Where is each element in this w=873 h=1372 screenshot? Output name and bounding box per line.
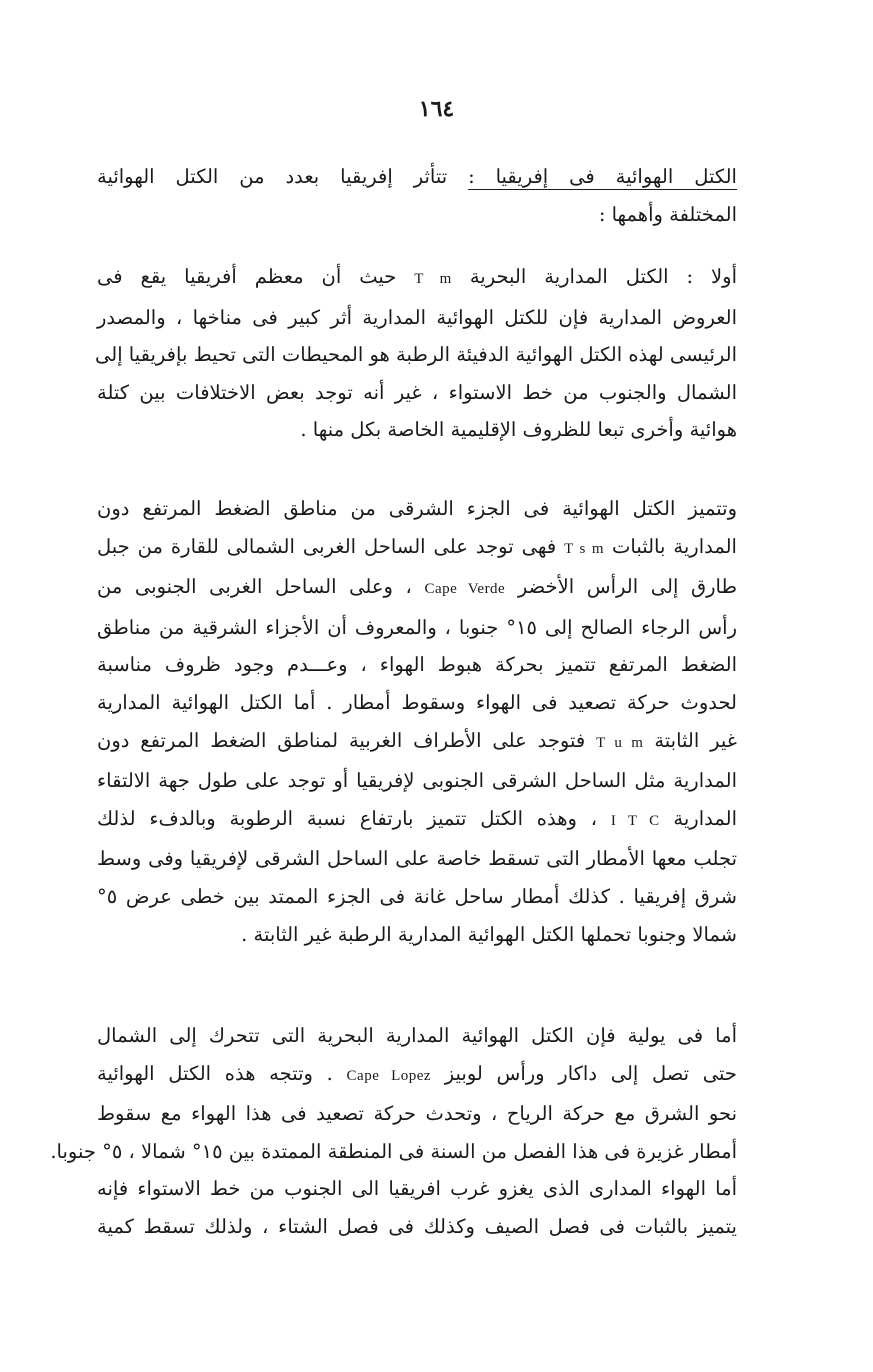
text-segment: المدارية بالثبات	[612, 534, 737, 558]
heading-title: الكتل الهوائية فى إفريقيا :	[468, 165, 737, 188]
text-line	[97, 722, 737, 763]
text-line: الضغط المرتفع تتميز بحركة هبوط الهواء ، وعـــدم وجود ظروف مناسبة	[97, 653, 737, 677]
text-segment: غير الثابتة	[654, 728, 737, 752]
air-mass-code: T u m	[596, 734, 644, 751]
text-segment: حيث أن معظم أفريقيا يقع فى	[97, 265, 415, 288]
text-line	[97, 568, 737, 609]
text-line	[97, 258, 737, 299]
air-mass-code: I T C	[610, 812, 660, 829]
text-line: تجلب معها الأمطار التى تسقط خاصة على الساحل الشرقى لإفريقيا وفى وسط	[97, 847, 737, 871]
text-line: الرئيسى لهذه الكتل الهوائية الدفيئة الرطبة هو المحيطات التى تحيط بإفريقيا إلى	[95, 343, 737, 367]
text-segment: حتى تصل إلى داكار ورأس لوبيز	[444, 1061, 737, 1085]
text-line: رأس الرجاء الصالح إلى ١٥° جنوبا ، والمعروف أن الأجزاء الشرقية من مناطق	[97, 615, 737, 639]
text-segment: المدارية	[673, 806, 737, 830]
text-line: نحو الشرق مع حركة الرياح ، وتحدث حركة تصعيد فى هذا الهواء مع سقوط	[97, 1102, 737, 1126]
text-line: العروض المدارية فإن للكتل الهوائية المدارية أثر كبير فى مناخها ، والمصدر	[97, 305, 737, 329]
text-segment: . وتتجه هذه الكتل الهوائية	[97, 1061, 347, 1085]
page-number: ١٦٤	[418, 96, 455, 122]
text-line: أما الهواء المدارى الذى يغزو غرب افريقيا الى الجنوب من خط الاستواء فإنه	[97, 1177, 737, 1201]
paragraph-1	[97, 258, 737, 449]
text-line: أما فى يولية فإن الكتل الهوائية المدارية البحرية التى تتحرك إلى الشمال	[97, 1024, 737, 1047]
heading-line: المختلفة وأهمها :	[598, 202, 737, 226]
text-segment: ، وهذه الكتل تتميز بارتفاع نسبة الرطوبة وبالدفء لذلك	[97, 806, 611, 830]
air-mass-code: T m	[414, 271, 452, 287]
text-line	[97, 800, 737, 841]
text-line: شرق إفريقيا . كذلك أمطار ساحل غانة فى الجزء الممتد بين خطى عرض ٥°	[97, 884, 737, 908]
air-mass-code: T s m	[564, 540, 605, 557]
text-line: المدارية مثل الساحل الشرقى الجنوبى لإفريقيا أو توجد على طول جهة الالتقاء	[97, 769, 737, 793]
section-heading	[97, 158, 737, 233]
heading-line	[97, 158, 737, 196]
place-name: Cape Lopez	[346, 1067, 432, 1084]
text-line: وتتميز الكتل الهوائية فى الجزء الشرقى من مناطق الضغط المرتفع دون	[97, 497, 737, 520]
text-segment: فتوجد على الأطراف الغربية لمناطق الضغط المرتفع دون	[97, 728, 597, 752]
text-line: هوائية وأخرى تبعا للظروف الإقليمية الخاصة بكل منها .	[300, 418, 737, 442]
text-line	[97, 528, 737, 569]
text-segment: ، وعلى الساحل الغربى الجنوبى من	[97, 575, 425, 599]
text-line: أمطار غزيرة فى هذا الفصل من السنة فى المنطقة الممتدة بين ١٥° شمالا ، ٥° جنوبا.	[50, 1139, 737, 1163]
text-segment: فهى توجد على الساحل الغربى الشمالى للقارة من جبل	[97, 534, 565, 558]
text-line: الشمال والجنوب من خط الاستواء ، غير أنه توجد بعض الاختلافات بين كتلة	[97, 380, 737, 404]
text-line: لحدوث حركة تصعيد فى الهواء وسقوط أمطار . أما الكتل الهوائية المدارية	[97, 690, 737, 714]
paragraph-2	[97, 490, 737, 953]
text-segment: أولا : الكتل المدارية البحرية	[469, 265, 738, 288]
place-name: Cape Verde	[424, 581, 506, 598]
text-line: شمالا وجنوبا تحملها الكتل الهوائية المدارية الرطبة غير الثابتة .	[241, 922, 737, 946]
text-line	[97, 1055, 737, 1096]
heading-text: تتأثر إفريقيا بعدد من الكتل الهوائية	[97, 165, 469, 188]
text-line: يتميز بالثبات فى فصل الصيف وكذلك فى فصل الشتاء ، ولذلك تسقط كمية	[97, 1214, 737, 1238]
paragraph-3	[50, 1017, 737, 1246]
text-segment: طارق إلى الرأس الأخضر	[517, 575, 738, 599]
